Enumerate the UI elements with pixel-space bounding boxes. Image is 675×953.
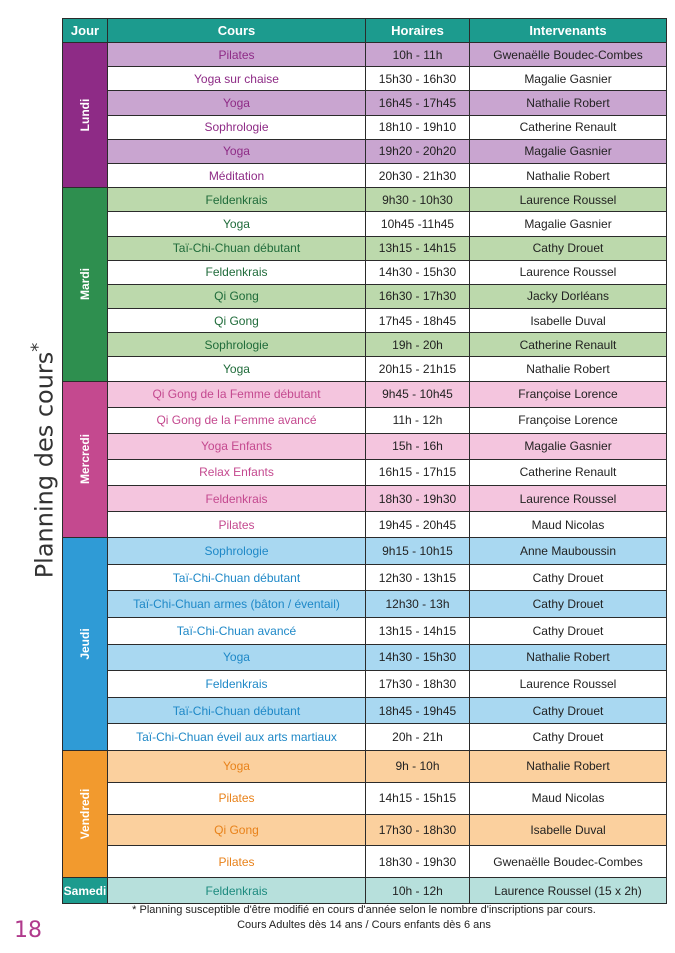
- schedule-row: [63, 212, 667, 236]
- course-name: Pilates: [108, 43, 366, 67]
- schedule-row: [63, 236, 667, 260]
- course-name: Yoga: [108, 750, 366, 782]
- schedule-row: [63, 407, 667, 433]
- course-time: 16h15 - 17h15: [366, 459, 470, 485]
- day-cell-lundi: [63, 43, 108, 188]
- course-name: Qi Gong de la Femme avancé: [108, 407, 366, 433]
- course-time: 18h30 - 19h30: [366, 846, 470, 878]
- course-teacher: Nathalie Robert: [470, 644, 667, 671]
- footnote-line-1: * Planning susceptible d'être modifié en cours d'année selon le nombre d'inscriptions par cours.: [132, 904, 596, 916]
- schedule-row: [63, 433, 667, 459]
- course-teacher: Isabelle Duval: [470, 814, 667, 846]
- course-name: Qi Gong: [108, 309, 366, 333]
- course-teacher: Nathalie Robert: [470, 357, 667, 381]
- schedule-row: [63, 538, 667, 565]
- course-time: 19h45 - 20h45: [366, 512, 470, 538]
- course-teacher: Magalie Gasnier: [470, 212, 667, 236]
- course-time: 11h - 12h: [366, 407, 470, 433]
- course-name: Feldenkrais: [108, 671, 366, 698]
- course-teacher: Laurence Roussel: [470, 188, 667, 212]
- schedule-row: [63, 163, 667, 187]
- course-name: Qi Gong: [108, 814, 366, 846]
- course-time: 9h - 10h: [366, 750, 470, 782]
- course-teacher: Cathy Drouet: [470, 591, 667, 618]
- course-teacher: Françoise Lorence: [470, 407, 667, 433]
- course-time: 10h - 12h: [366, 878, 470, 904]
- course-time: 17h30 - 18h30: [366, 671, 470, 698]
- page-number: 18: [14, 918, 42, 943]
- day-cell-mardi: [63, 188, 108, 382]
- course-time: 15h - 16h: [366, 433, 470, 459]
- course-teacher: Laurence Roussel: [470, 671, 667, 698]
- course-name: Feldenkrais: [108, 878, 366, 904]
- course-teacher: Catherine Renault: [470, 115, 667, 139]
- day-label: Vendredi: [78, 788, 92, 840]
- course-teacher: Jacky Dorléans: [470, 284, 667, 308]
- course-name: Relax Enfants: [108, 459, 366, 485]
- day-label: Samedi: [63, 883, 107, 898]
- course-teacher: Magalie Gasnier: [470, 67, 667, 91]
- course-time: 16h45 - 17h45: [366, 91, 470, 115]
- course-name: Méditation: [108, 163, 366, 187]
- course-time: 20h - 21h: [366, 724, 470, 751]
- schedule-row: [63, 486, 667, 512]
- course-name: Yoga: [108, 139, 366, 163]
- schedule-row: [63, 357, 667, 381]
- course-name: Taï-Chi-Chuan débutant: [108, 697, 366, 724]
- schedule-row: [63, 43, 667, 67]
- schedule-row: [63, 878, 667, 904]
- course-teacher: Nathalie Robert: [470, 163, 667, 187]
- schedule-row: [63, 846, 667, 878]
- course-time: 10h45 -11h45: [366, 212, 470, 236]
- schedule-row: [63, 644, 667, 671]
- course-name: Feldenkrais: [108, 486, 366, 512]
- course-name: Yoga: [108, 91, 366, 115]
- course-teacher: Cathy Drouet: [470, 617, 667, 644]
- schedule-row: [63, 139, 667, 163]
- course-time: 19h20 - 20h20: [366, 139, 470, 163]
- schedule-row: [63, 260, 667, 284]
- day-cell-mercredi: [63, 381, 108, 538]
- schedule-row: [63, 724, 667, 751]
- header-jour: Jour: [63, 19, 108, 43]
- day-label: Jeudi: [78, 628, 92, 660]
- course-time: 10h - 11h: [366, 43, 470, 67]
- course-name: Yoga: [108, 644, 366, 671]
- course-teacher: Françoise Lorence: [470, 381, 667, 407]
- course-time: 14h30 - 15h30: [366, 644, 470, 671]
- course-time: 9h15 - 10h15: [366, 538, 470, 565]
- course-time: 14h15 - 15h15: [366, 782, 470, 814]
- course-teacher: Gwenaëlle Boudec-Combes: [470, 43, 667, 67]
- schedule-row: [63, 381, 667, 407]
- schedule-row: [63, 459, 667, 485]
- schedule-row: [63, 671, 667, 698]
- course-teacher: Catherine Renault: [470, 459, 667, 485]
- course-teacher: Catherine Renault: [470, 333, 667, 357]
- course-teacher: Maud Nicolas: [470, 782, 667, 814]
- schedule-row: [63, 115, 667, 139]
- side-title: [28, 335, 58, 585]
- course-time: 16h30 - 17h30: [366, 284, 470, 308]
- footnote: [62, 903, 666, 933]
- day-cell-samedi: [63, 878, 108, 904]
- course-name: Taï-Chi-Chuan débutant: [108, 564, 366, 591]
- schedule-row: [63, 617, 667, 644]
- course-name: Taï-Chi-Chuan éveil aux arts martiaux: [108, 724, 366, 751]
- course-time: 18h10 - 19h10: [366, 115, 470, 139]
- course-time: 17h30 - 18h30: [366, 814, 470, 846]
- course-name: Yoga Enfants: [108, 433, 366, 459]
- course-teacher: Laurence Roussel: [470, 260, 667, 284]
- header-horaires: Horaires: [366, 19, 470, 43]
- schedule-row: [63, 512, 667, 538]
- schedule-row: [63, 67, 667, 91]
- course-teacher: Laurence Roussel (15 x 2h): [470, 878, 667, 904]
- course-time: 20h15 - 21h15: [366, 357, 470, 381]
- side-title-text: Planning des cours: [30, 351, 59, 578]
- schedule-row: [63, 591, 667, 618]
- course-name: Taï-Chi-Chuan avancé: [108, 617, 366, 644]
- course-name: Sophrologie: [108, 333, 366, 357]
- day-label: Mardi: [78, 268, 92, 301]
- course-time: 12h30 - 13h: [366, 591, 470, 618]
- course-name: Pilates: [108, 846, 366, 878]
- course-name: Taï-Chi-Chuan débutant: [108, 236, 366, 260]
- course-name: Yoga: [108, 212, 366, 236]
- course-name: Yoga sur chaise: [108, 67, 366, 91]
- course-teacher: Maud Nicolas: [470, 512, 667, 538]
- course-time: 9h30 - 10h30: [366, 188, 470, 212]
- course-time: 9h45 - 10h45: [366, 381, 470, 407]
- course-name: Sophrologie: [108, 538, 366, 565]
- course-teacher: Nathalie Robert: [470, 91, 667, 115]
- day-label: Mercredi: [78, 434, 92, 485]
- schedule-row: [63, 750, 667, 782]
- course-teacher: Laurence Roussel: [470, 486, 667, 512]
- course-time: 17h45 - 18h45: [366, 309, 470, 333]
- course-time: 18h30 - 19h30: [366, 486, 470, 512]
- schedule-row: [63, 814, 667, 846]
- schedule-body: [63, 43, 667, 904]
- course-name: Sophrologie: [108, 115, 366, 139]
- schedule-row: [63, 564, 667, 591]
- day-cell-vendredi: [63, 750, 108, 877]
- header-row: [63, 19, 667, 43]
- course-teacher: Cathy Drouet: [470, 697, 667, 724]
- course-teacher: Isabelle Duval: [470, 309, 667, 333]
- course-time: 12h30 - 13h15: [366, 564, 470, 591]
- header-cours: Cours: [108, 19, 366, 43]
- side-title-asterisk: *: [27, 342, 49, 352]
- footnote-line-2: Cours Adultes dès 14 ans / Cours enfants dès 6 ans: [237, 919, 491, 931]
- schedule-row: [63, 333, 667, 357]
- course-teacher: Cathy Drouet: [470, 564, 667, 591]
- schedule-row: [63, 284, 667, 308]
- header-intervenants: Intervenants: [470, 19, 667, 43]
- course-teacher: Magalie Gasnier: [470, 433, 667, 459]
- day-cell-jeudi: [63, 538, 108, 751]
- course-time: 20h30 - 21h30: [366, 163, 470, 187]
- course-name: Feldenkrais: [108, 188, 366, 212]
- course-name: Pilates: [108, 512, 366, 538]
- schedule-table: [62, 18, 667, 904]
- course-time: 13h15 - 14h15: [366, 617, 470, 644]
- course-name: Qi Gong: [108, 284, 366, 308]
- schedule-row: [63, 91, 667, 115]
- course-time: 19h - 20h: [366, 333, 470, 357]
- course-teacher: Gwenaëlle Boudec-Combes: [470, 846, 667, 878]
- course-teacher: Cathy Drouet: [470, 236, 667, 260]
- course-teacher: Nathalie Robert: [470, 750, 667, 782]
- course-name: Pilates: [108, 782, 366, 814]
- course-time: 18h45 - 19h45: [366, 697, 470, 724]
- course-teacher: Magalie Gasnier: [470, 139, 667, 163]
- course-teacher: Cathy Drouet: [470, 724, 667, 751]
- schedule-row: [63, 697, 667, 724]
- course-name: Qi Gong de la Femme débutant: [108, 381, 366, 407]
- course-teacher: Anne Mauboussin: [470, 538, 667, 565]
- course-name: Yoga: [108, 357, 366, 381]
- day-label: Lundi: [78, 98, 92, 132]
- course-time: 15h30 - 16h30: [366, 67, 470, 91]
- course-name: Feldenkrais: [108, 260, 366, 284]
- course-time: 14h30 - 15h30: [366, 260, 470, 284]
- course-time: 13h15 - 14h15: [366, 236, 470, 260]
- schedule-row: [63, 188, 667, 212]
- course-name: Taï-Chi-Chuan armes (bâton / éventail): [108, 591, 366, 618]
- schedule-row: [63, 309, 667, 333]
- schedule-row: [63, 782, 667, 814]
